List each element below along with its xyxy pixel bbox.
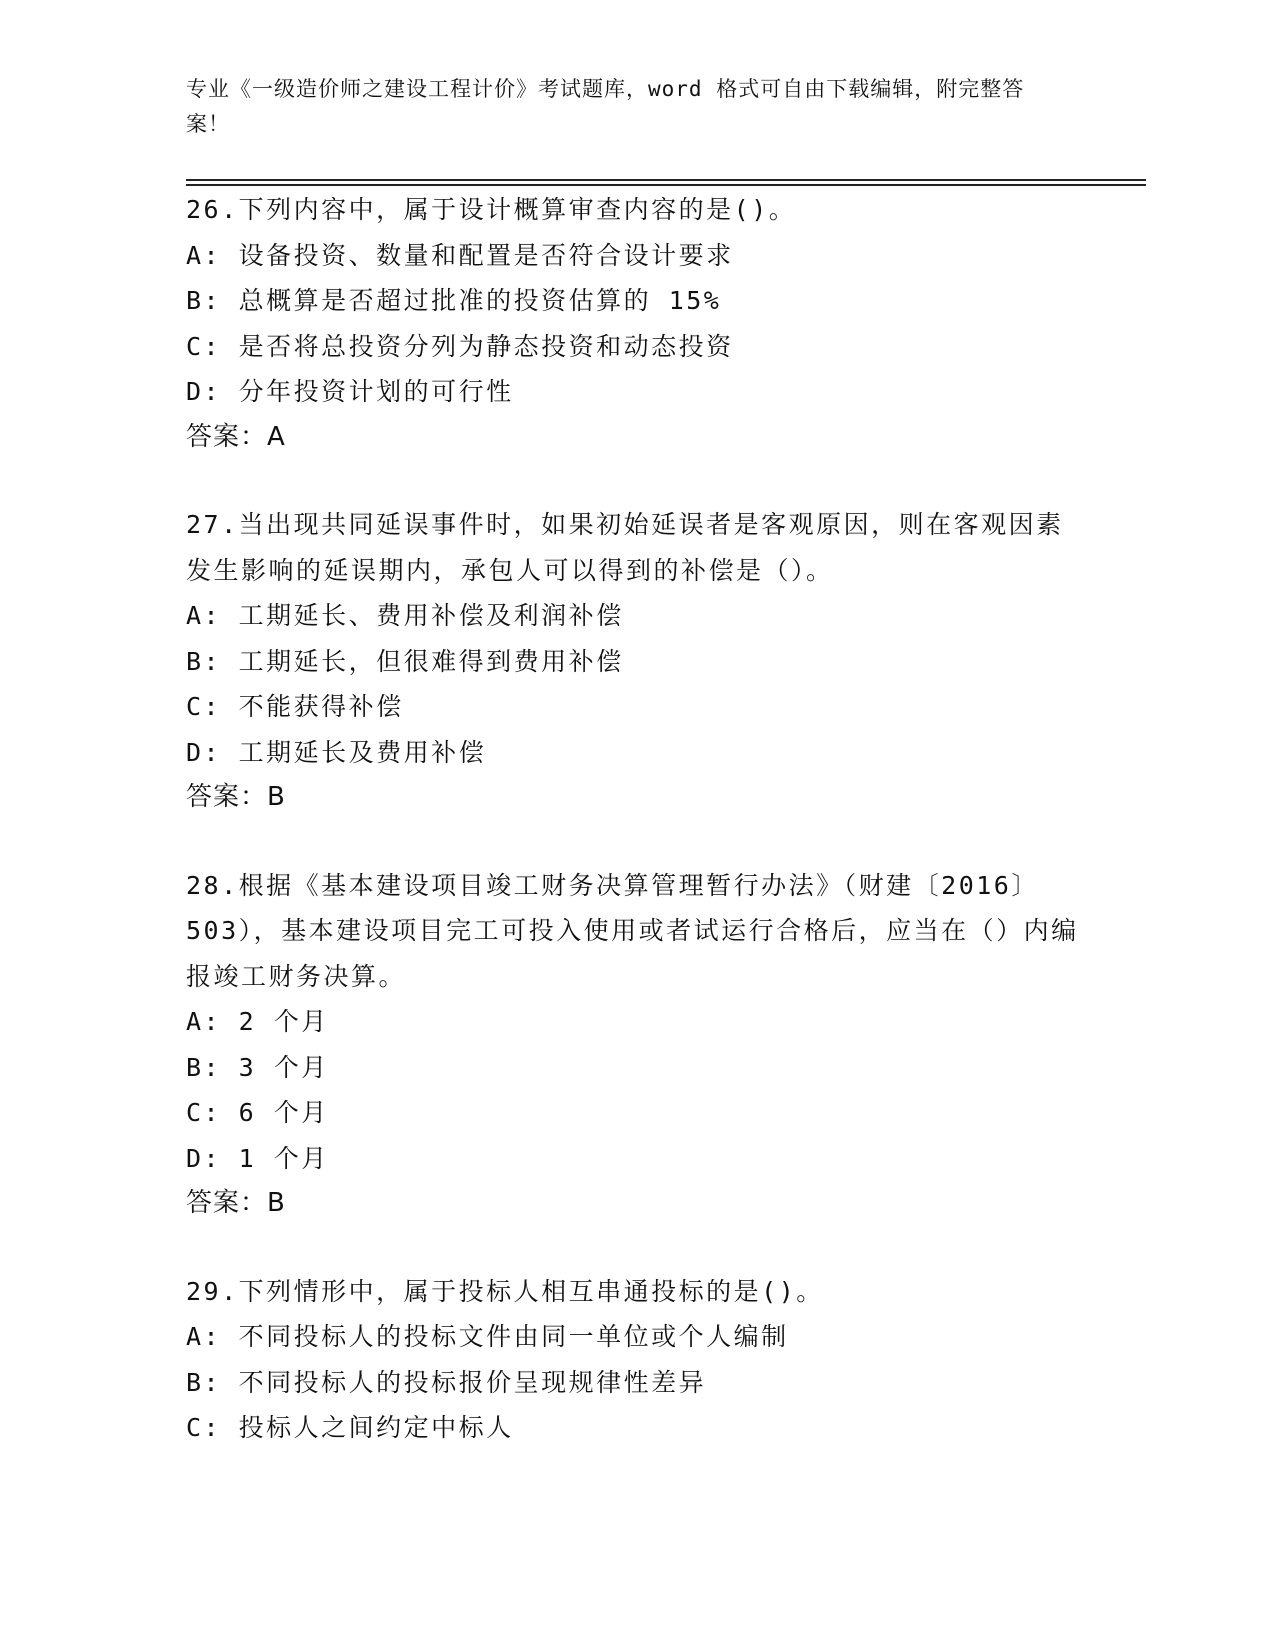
option-c: C: 6 个月 [186,1098,329,1127]
question-29 [186,1269,1086,1451]
option-b: B: 工期延长，但很难得到费用补偿 [186,646,624,676]
answer-text: 答案：B [186,1188,286,1218]
question-27 [186,502,1086,821]
option-a: A: 不同投标人的投标文件由同一单位或个人编制 [186,1322,789,1351]
question-list [186,187,1086,1493]
header-rule-bottom [186,184,1146,186]
option-b: B: 不同投标人的投标报价呈现规律性差异 [186,1367,707,1397]
question-26 [186,187,1086,460]
option-b: B: 3 个月 [186,1052,329,1082]
option-d: D: 分年投资计划的可行性 [186,377,514,406]
question-stem: 26.下列内容中，属于设计概算审查内容的是()。 [186,195,797,224]
answer-text: 答案：A [186,421,286,452]
question-28 [186,863,1086,1227]
question-stem: 28.根据《基本建设项目竣工财务决算管理暂行办法》（财建〔2016〕503），基本建设项目完工可投入使用或者试运行合格后，应当在（）内编报竣工财务决算。 [186,870,1079,991]
answer-text: 答案：B [186,782,286,812]
option-a: A: 设备投资、数量和配置是否符合设计要求 [186,240,734,270]
header-rule-top [186,179,1146,181]
option-a: A: 工期延长、费用补偿及利润补偿 [186,601,624,630]
option-c: C: 投标人之间约定中标人 [186,1413,514,1442]
question-stem: 29.下列情形中，属于投标人相互串通投标的是()。 [186,1276,824,1306]
option-c: C: 是否将总投资分列为静态投资和动态投资 [186,331,734,361]
document-header: 专业《一级造价师之建设工程计价》考试题库，word 格式可自由下载编辑，附完整答案！ [186,77,1025,136]
question-stem: 27.当出现共同延误事件时，如果初始延误者是客观原因，则在客观因素发生影响的延误期内，承包人可以得到的补偿是（）。 [186,510,1064,585]
option-d: D: 工期延长及费用补偿 [186,737,487,767]
option-a: A: 2 个月 [186,1007,329,1036]
option-b: B: 总概算是否超过批准的投资估算的 15% [186,286,722,315]
option-c: C: 不能获得补偿 [186,692,404,721]
option-d: D: 1 个月 [186,1143,329,1173]
